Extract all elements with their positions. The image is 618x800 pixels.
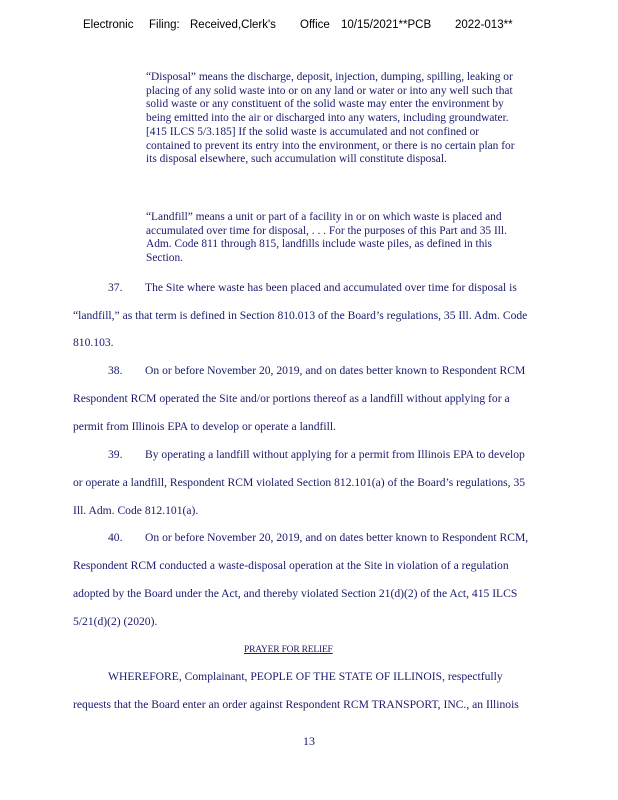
paragraph-text: “landfill,” as that term is defined in Section 810.013 of the Board’s regulations, 35 Ill. Adm. Code [73, 309, 528, 322]
header-date: 10/15/2021**PCB [341, 19, 432, 31]
paragraph-text: On or before November 20, 2019, and on dates better known to Respondent RCM, [145, 531, 529, 544]
quote-disposal-definition: “Disposal” means the discharge, deposit, injection, dumping, spilling, leaking or placing of any solid waste into or on any land or water or into any well such that solid waste or any constituent of the solid waste may enter the environment by being emitted into the air or discharged into any waters, including groundwater. [415 ILCS 5/3.185] If the solid waste is accumulated and not confined or contained to prevent its entry into the environment, or there is no certain plan for its disposal elsewhere, such accumulation will constitute disposal. [146, 71, 515, 166]
paragraph-text: requests that the Board enter an order against Respondent RCM TRANSPORT, INC., an Illinois [73, 698, 519, 711]
paragraph-text: adopted by the Board under the Act, and thereby violated Section 21(d)(2) of the Act, 415 ILCS [73, 587, 518, 600]
paragraph-text: or operate a landfill, Respondent RCM violated Section 812.101(a) of the Board’s regulations, 35 [73, 476, 526, 489]
header-received: Received,Clerk's [190, 19, 276, 31]
paragraph-text: Respondent RCM operated the Site and/or portions thereof as a landfill without applying for a [73, 392, 510, 405]
paragraph-text: Respondent RCM conducted a waste-disposal operation at the Site in violation of a regulation [73, 559, 509, 572]
paragraph-text: Ill. Adm. Code 812.101(a). [73, 504, 199, 517]
page-number: 13 [303, 734, 315, 748]
paragraph-number: 40. [108, 531, 123, 544]
prayer-for-relief-heading: PRAYER FOR RELIEF [244, 645, 333, 655]
paragraph-text: permit from Illinois EPA to develop or operate a landfill. [73, 420, 336, 433]
paragraph-number: 39. [108, 448, 123, 461]
header-electronic: Electronic [83, 19, 134, 31]
paragraph-text: WHEREFORE, Complainant, PEOPLE OF THE STATE OF ILLINOIS, respectfully [108, 670, 503, 683]
header-case-number: 2022-013** [455, 19, 513, 31]
paragraph-text: 5/21(d)(2) (2020). [73, 615, 158, 628]
paragraph-number: 38. [108, 364, 123, 377]
paragraph-text: The Site where waste has been placed and accumulated over time for disposal is [145, 281, 517, 294]
quote-landfill-definition: “Landfill” means a unit or part of a facility in or on which waste is placed and accumulated over time for disposal, . . . For the purposes of this Part and 35 Ill. Adm. Code 811 through 815, landfills include waste piles, as defined in this Section. [146, 211, 507, 265]
paragraph-text: By operating a landfill without applying for a permit from Illinois EPA to develop [145, 448, 525, 461]
paragraph-text: On or before November 20, 2019, and on dates better known to Respondent RCM [145, 364, 526, 377]
header-office: Office [300, 19, 330, 31]
header-filing: Filing: [149, 19, 180, 31]
paragraph-number: 37. [108, 281, 123, 294]
efiling-header [0, 19, 618, 35]
paragraph-text: 810.103. [73, 336, 114, 349]
